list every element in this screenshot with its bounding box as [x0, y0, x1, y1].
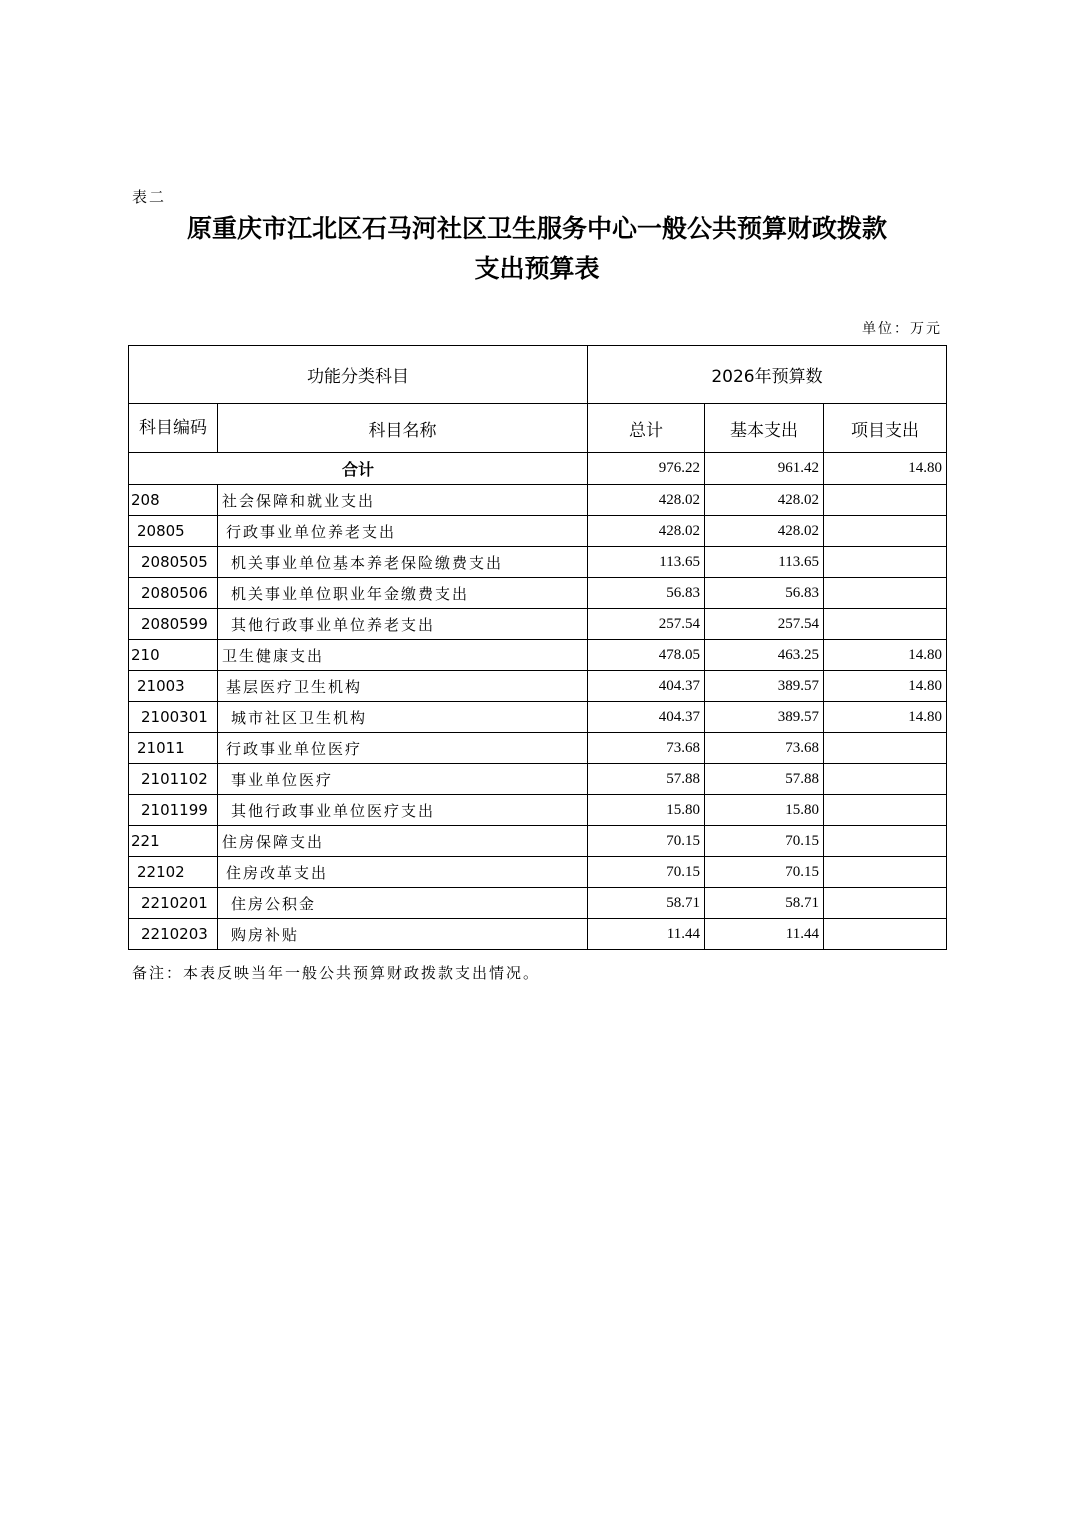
row-total-cell: 428.02: [588, 516, 705, 547]
row-name-cell: 住房公积金: [218, 888, 588, 919]
header-row-columns: [129, 404, 947, 453]
table-row: [129, 640, 947, 671]
row-basic-cell: 11.44: [705, 919, 824, 950]
row-total-cell: 404.37: [588, 671, 705, 702]
table-row: [129, 919, 947, 950]
row-basic-cell: 257.54: [705, 609, 824, 640]
row-code-cell: 208: [129, 485, 218, 516]
group-header: 功能分类科目: [129, 346, 588, 404]
row-code-cell: 21003: [129, 671, 218, 702]
row-name-cell: 事业单位医疗: [218, 764, 588, 795]
row-basic-cell: 15.80: [705, 795, 824, 826]
row-total-cell: 70.15: [588, 826, 705, 857]
row-name-cell: 机关事业单位基本养老保险缴费支出: [218, 547, 588, 578]
row-total-cell: 257.54: [588, 609, 705, 640]
row-total-cell: 56.83: [588, 578, 705, 609]
unit-label: 单位：万元: [862, 321, 942, 337]
table-row: [129, 516, 947, 547]
row-total-cell: 70.15: [588, 857, 705, 888]
table-row: [129, 485, 947, 516]
row-project-cell: [824, 578, 947, 609]
row-project-cell: 14.80: [824, 702, 947, 733]
table-row: [129, 702, 947, 733]
row-code-cell: 210: [129, 640, 218, 671]
row-project-cell: 14.80: [824, 671, 947, 702]
column-header-name: 科目名称: [218, 404, 588, 453]
row-code-cell: 2080599: [129, 609, 218, 640]
row-total-cell: 428.02: [588, 485, 705, 516]
footnote: 备注：本表反映当年一般公共预算财政拨款支出情况。: [132, 964, 541, 982]
row-total-cell: 478.05: [588, 640, 705, 671]
row-project-cell: [824, 919, 947, 950]
row-basic-cell: 56.83: [705, 578, 824, 609]
row-total-cell: 11.44: [588, 919, 705, 950]
row-basic-cell: 428.02: [705, 485, 824, 516]
row-basic-cell: 73.68: [705, 733, 824, 764]
row-code-cell: 20805: [129, 516, 218, 547]
row-name-cell: 其他行政事业单位养老支出: [218, 609, 588, 640]
row-code-cell: 21011: [129, 733, 218, 764]
row-project-cell: [824, 516, 947, 547]
column-header-code: 科目编码: [129, 404, 218, 453]
row-total-cell: 15.80: [588, 795, 705, 826]
row-name-cell: 机关事业单位职业年金缴费支出: [218, 578, 588, 609]
table-row: [129, 888, 947, 919]
table-row: [129, 826, 947, 857]
row-code-cell: 2100301: [129, 702, 218, 733]
row-total-cell: 73.68: [588, 733, 705, 764]
table-label: 表二: [132, 188, 167, 206]
row-code-cell: 2101199: [129, 795, 218, 826]
row-name-cell: 卫生健康支出: [218, 640, 588, 671]
row-project-cell: [824, 826, 947, 857]
row-code-cell: 221: [129, 826, 218, 857]
row-code-cell: 2101102: [129, 764, 218, 795]
total-row: [129, 453, 947, 485]
row-project-cell: [824, 609, 947, 640]
total-sum-cell: 976.22: [588, 453, 705, 485]
document-title-line1: 原重庆市江北区石马河社区卫生服务中心一般公共预算财政拨款: [186, 214, 887, 243]
row-code-cell: 2080505: [129, 547, 218, 578]
row-name-cell: 基层医疗卫生机构: [218, 671, 588, 702]
row-basic-cell: 57.88: [705, 764, 824, 795]
row-project-cell: [824, 764, 947, 795]
row-name-cell: 其他行政事业单位医疗支出: [218, 795, 588, 826]
row-project-cell: [824, 547, 947, 578]
row-total-cell: 113.65: [588, 547, 705, 578]
row-project-cell: [824, 795, 947, 826]
row-name-cell: 行政事业单位医疗: [218, 733, 588, 764]
row-basic-cell: 389.57: [705, 702, 824, 733]
row-total-cell: 57.88: [588, 764, 705, 795]
row-total-cell: 58.71: [588, 888, 705, 919]
column-header-total: 总计: [588, 404, 705, 453]
total-basic-cell: 961.42: [705, 453, 824, 485]
header-row-group: [129, 346, 947, 404]
table-row: [129, 547, 947, 578]
row-total-cell: 404.37: [588, 702, 705, 733]
row-project-cell: [824, 888, 947, 919]
row-code-cell: 2080506: [129, 578, 218, 609]
table-row: [129, 857, 947, 888]
row-project-cell: [824, 733, 947, 764]
budget-table: [128, 345, 947, 950]
row-basic-cell: 463.25: [705, 640, 824, 671]
table-row: [129, 671, 947, 702]
row-basic-cell: 428.02: [705, 516, 824, 547]
table-row: [129, 733, 947, 764]
row-name-cell: 住房保障支出: [218, 826, 588, 857]
column-header-basic: 基本支出: [705, 404, 824, 453]
table-row: [129, 578, 947, 609]
row-code-cell: 2210201: [129, 888, 218, 919]
table-body: [129, 453, 947, 950]
table-row: [129, 609, 947, 640]
row-name-cell: 住房改革支出: [218, 857, 588, 888]
table-row: [129, 795, 947, 826]
row-project-cell: [824, 857, 947, 888]
column-header-project: 项目支出: [824, 404, 947, 453]
row-basic-cell: 70.15: [705, 826, 824, 857]
year-header: 2026年预算数: [588, 346, 947, 404]
row-code-cell: 2210203: [129, 919, 218, 950]
total-label: 合计: [129, 453, 588, 485]
row-name-cell: 购房补贴: [218, 919, 588, 950]
row-basic-cell: 58.71: [705, 888, 824, 919]
row-code-cell: 22102: [129, 857, 218, 888]
document-title-line2: 支出预算表: [474, 254, 600, 283]
row-basic-cell: 70.15: [705, 857, 824, 888]
row-basic-cell: 113.65: [705, 547, 824, 578]
row-name-cell: 行政事业单位养老支出: [218, 516, 588, 547]
row-project-cell: 14.80: [824, 640, 947, 671]
row-name-cell: 城市社区卫生机构: [218, 702, 588, 733]
table-row: [129, 764, 947, 795]
total-project-cell: 14.80: [824, 453, 947, 485]
row-project-cell: [824, 485, 947, 516]
row-name-cell: 社会保障和就业支出: [218, 485, 588, 516]
row-basic-cell: 389.57: [705, 671, 824, 702]
